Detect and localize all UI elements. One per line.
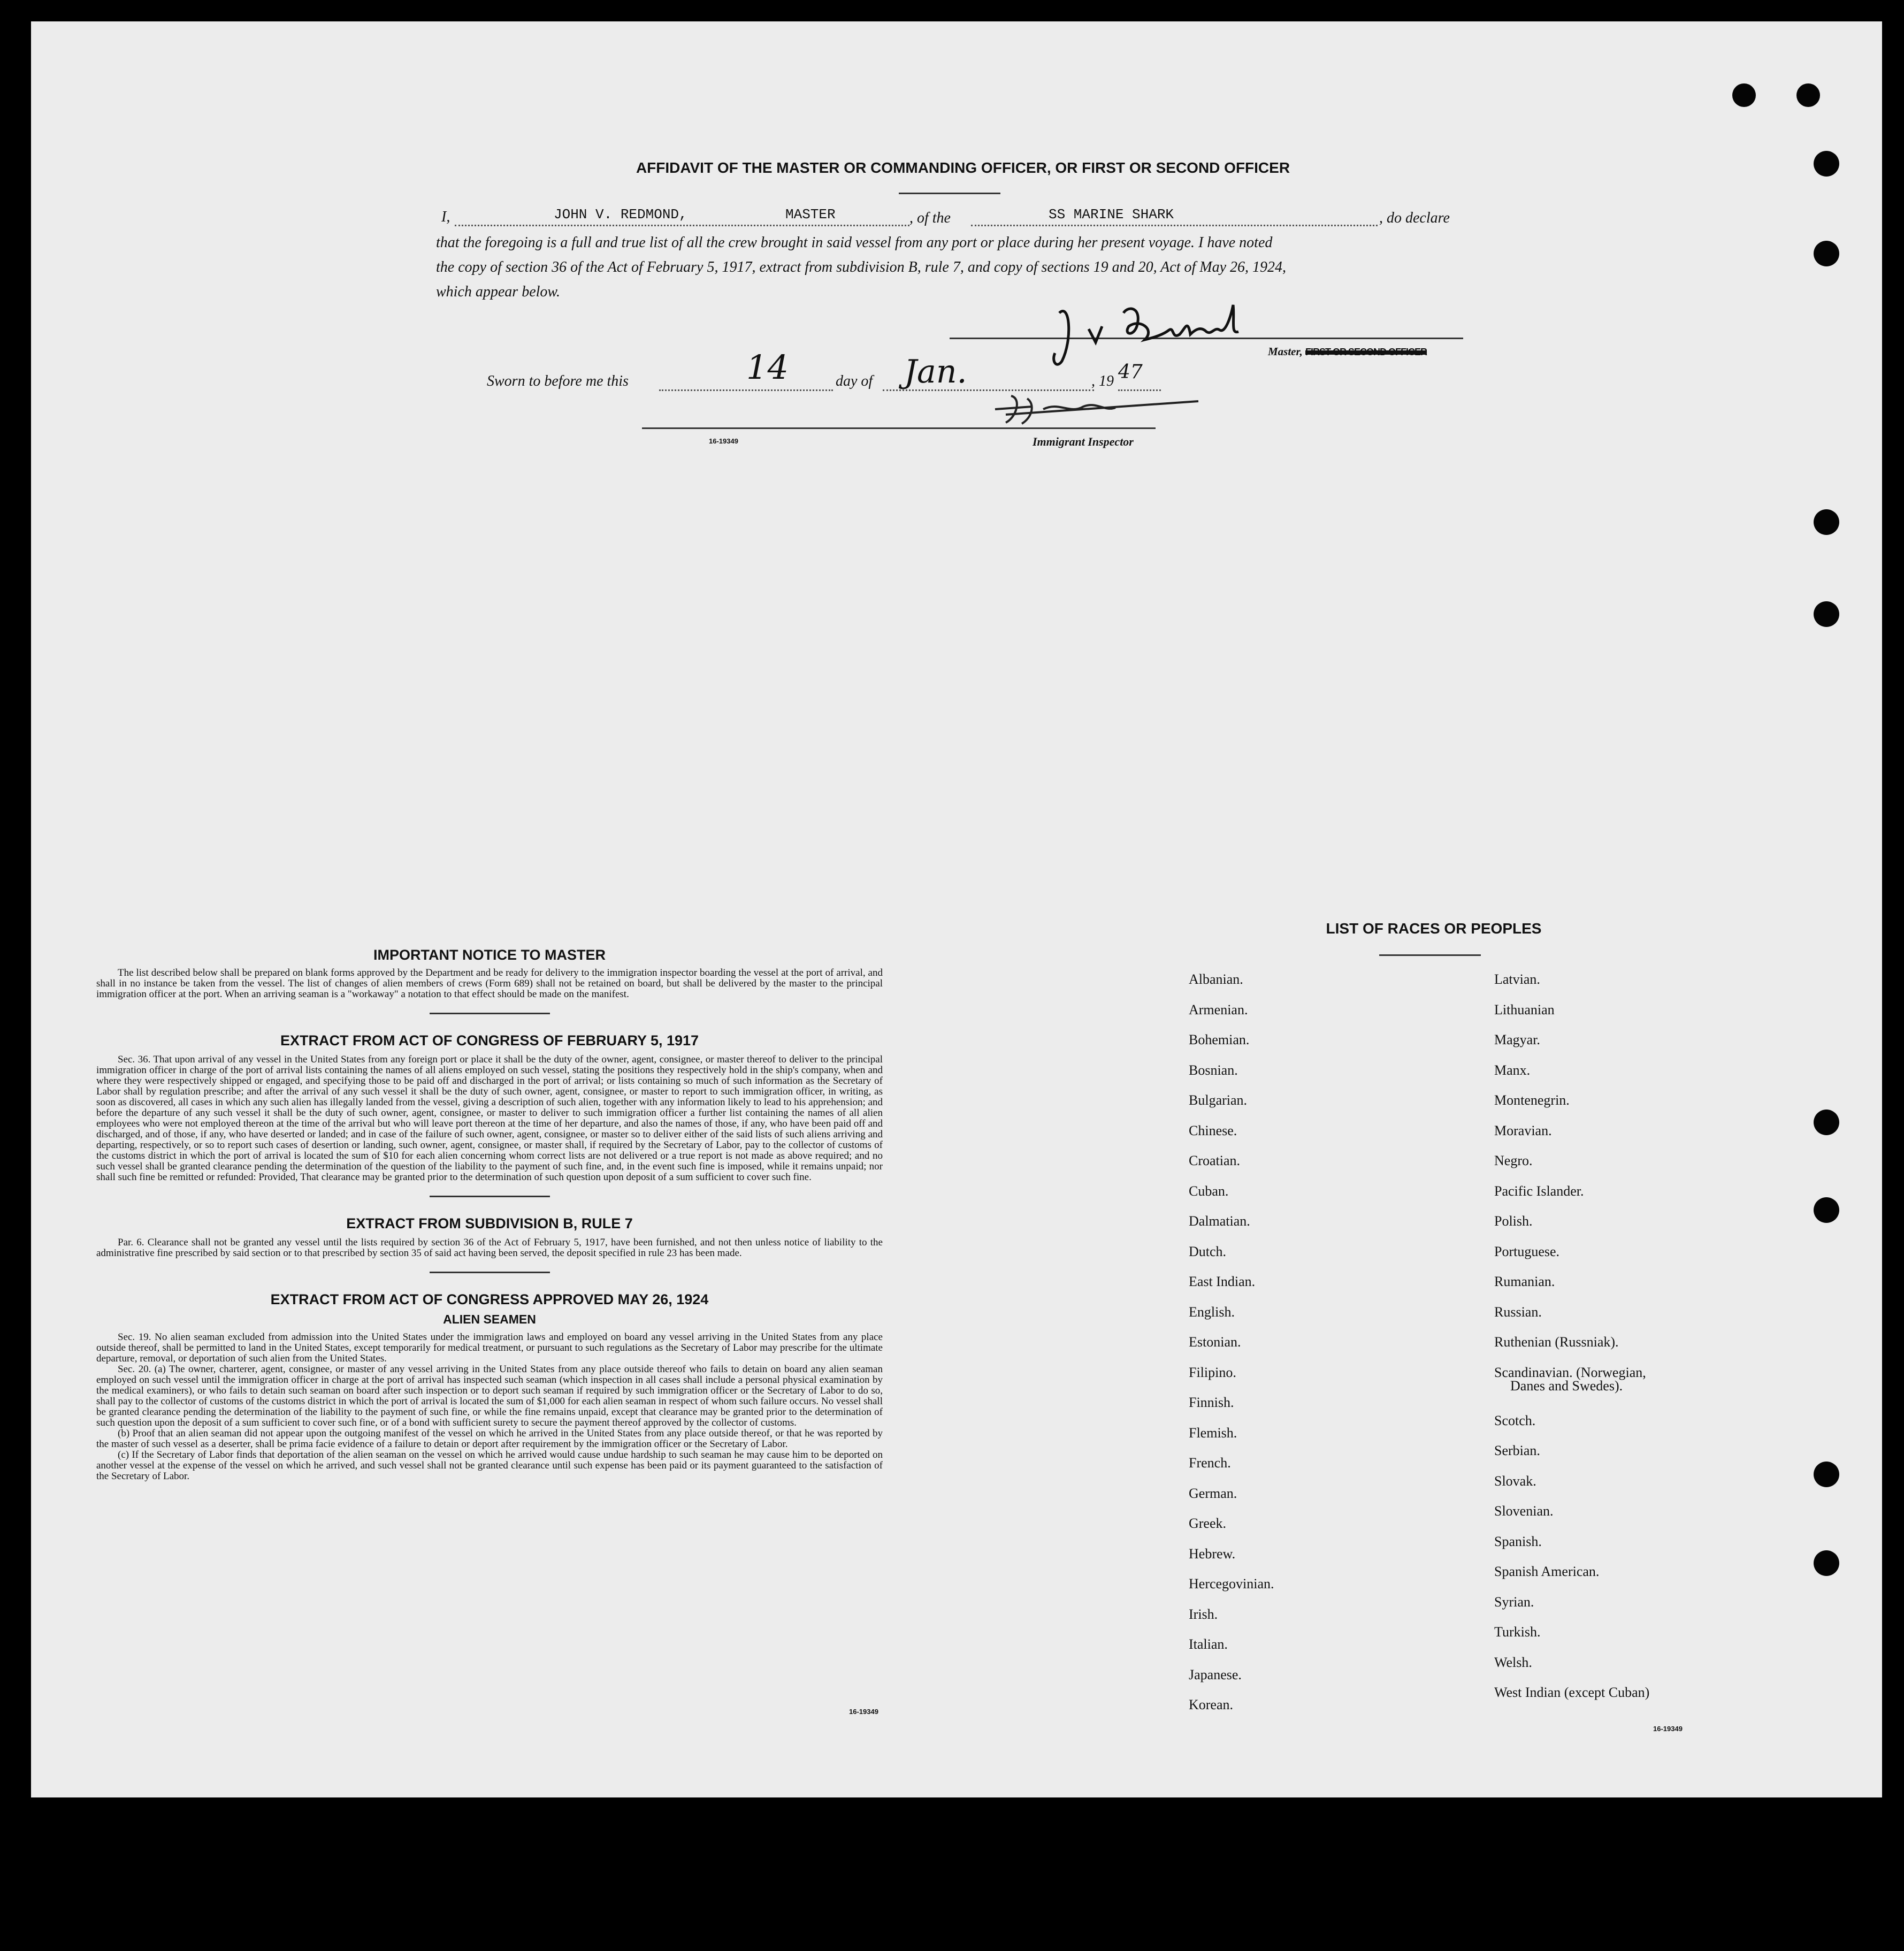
inspector-signature-line (642, 427, 1156, 429)
punch-hole (1732, 83, 1756, 107)
race-item: Syrian. (1494, 1594, 1534, 1610)
race-item: Danes and Swedes). (1510, 1378, 1623, 1394)
race-item: Irish. (1189, 1606, 1218, 1622)
document-page (31, 21, 1882, 1797)
punch-hole (1814, 509, 1839, 535)
race-item: Russian. (1494, 1304, 1542, 1320)
punch-hole (1796, 83, 1820, 107)
sec-20a-paragraph: Sec. 20. (a) The owner, charterer, agent, consignee, or master of any vessel arriving in the United States from any place outside thereof who fails to detain on board any alien seaman employed on such vessel until the immigration officer in charge at the port of arrival has inspected such seaman (which inspection in all cases shall include a personal physical examination by the medical examiners), or who fails to detain such seaman on board after such inspection or to deport such seaman if required by such immigration officer or the Secretary of Labor to do so, shall pay to the collector of customs of the customs district in which the port of arrival is located the sum of $1,000 for each alien seaman in respect of whom such failure occurs. No vessel shall be granted clearance pending the determination of the liability to the payment of such fine, or while the fine remains unpaid, except that clearance may be granted prior to the determination of such question upon the deposit of a sum sufficient to cover such fine, or of a bond with sufficient surety to secure the payment thereof approved by the collector of customs. (96, 1364, 883, 1428)
race-item: Flemish. (1189, 1425, 1237, 1441)
race-item: Magyar. (1494, 1032, 1540, 1047)
inspector-caption: Immigrant Inspector (1033, 435, 1134, 448)
extract-1924-body (96, 1332, 883, 1482)
race-item: Bulgarian. (1189, 1092, 1248, 1108)
master-caption (1268, 345, 1427, 358)
race-item: Scotch. (1494, 1412, 1536, 1428)
race-item: Spanish American. (1494, 1564, 1600, 1580)
race-item: Japanese. (1189, 1666, 1242, 1682)
master-rank: MASTER (785, 206, 836, 223)
race-item: East Indian. (1189, 1274, 1256, 1289)
divider (430, 1272, 550, 1273)
race-item: Cuban. (1189, 1183, 1229, 1199)
form-number: 16-19349 (709, 437, 738, 445)
form-number: 16-19349 (1653, 1725, 1683, 1733)
day-line (659, 389, 833, 391)
affidavit-line-3: the copy of section 36 of the Act of February 5, 1917, extract from subdivision B, rule 7, and copy of sections 19 and 20, Act of May 26, 1924, (436, 259, 1287, 276)
race-item: Ruthenian (Russniak). (1494, 1334, 1619, 1350)
race-item: West Indian (except Cuban) (1494, 1685, 1650, 1701)
name-line (455, 225, 909, 226)
divider (430, 1196, 550, 1197)
sworn-year: 47 (1118, 361, 1143, 383)
race-item: Albanian. (1189, 971, 1243, 987)
race-item: Montenegrin. (1494, 1092, 1570, 1108)
sworn-month: Jan. (904, 353, 967, 391)
races-title: LIST OF RACES OR PEOPLES (1326, 920, 1542, 937)
sec-36-paragraph: Sec. 36. That upon arrival of any vessel in the United States from any foreign port or place it shall be the duty of the owner, agent, consignee, or master thereof to deliver to the principal immigration officer in charge of the port of arrival lists containing the names of all aliens employed on such vessel, stating the positions they respectively hold in the ship's company, when and where they were respectively shipped or engaged, and specifying those to be paid off and discharged in the port of arrival; or lists containing so much of such information as the Secretary of Labor shall by regulation prescribe; and after the arrival of any such vessel it shall be the duty of such owner, agent, consignee, or master to report to such immigration officer, in writing, as soon as discovered, all cases in which any such alien has illegally landed from the vessel, giving a description of such alien, together with any information likely to lead to his apprehension; and before the departure of any such vessel it shall be the duty of such owner, agent, consignee, or master to deliver to such immigration officer a further list containing the names of all alien employees who were not employed thereon at the time of the arrival but who will leave port thereon at the time of her departure, and also the names of those, if any, who have been paid off and discharged, and of those, if any, who have deserted or landed; and in case of the failure of such owner, agent, consignee, or master so to deliver either of the said lists of such aliens arriving and departing, respectively, or so to report such cases of desertion or landing, such owner, agent, consignee, or master shall, if required by the Secretary of Labor, pay to the collector of customs of the customs district in which the port of arrival is located the sum of $10 for each alien concerning whom correct lists are not delivered or a true report is not made as above required; and no such vessel shall be granted clearance pending the determination of the question of the liability to the payment of such fine, and, in the event such fine is imposed, while it remains unpaid; nor shall such fine be remitted or refunded: Provided, That clearance may be granted prior to the determination of such question upon deposit of a sum sufficient to cover such fine. (96, 1054, 883, 1183)
affidavit-line-2: that the foregoing is a full and true list of all the crew brought in said vessel from any port or place during her present voyage. I have noted (436, 234, 1273, 251)
race-item: Armenian. (1189, 1001, 1248, 1017)
race-item: French. (1189, 1455, 1231, 1471)
race-item: Filipino. (1189, 1364, 1236, 1380)
affidavit-line-4: which appear below. (436, 284, 561, 300)
extract-1917-title: EXTRACT FROM ACT OF CONGRESS OF FEBRUARY 5, 1917 (280, 1032, 699, 1049)
race-item: Negro. (1494, 1153, 1533, 1168)
master-caption-struck: FIRST OR SECOND OFFICER (1305, 347, 1427, 357)
inspector-signature (990, 385, 1198, 428)
of-the-label: , of the (909, 210, 951, 226)
sec-20c-paragraph: (c) If the Secretary of Labor finds that deportation of the alien seaman on the vessel on which he arrived would cause undue hardship to such seaman he may cause him to be deported on another vessel at the expense of the vessel on which he arrived, and such vessel shall not be granted clearance until such expense has been paid or its payment guaranteed to the satisfaction of the Secretary of Labor. (96, 1449, 883, 1482)
race-item: Chinese. (1189, 1122, 1237, 1138)
affidavit-title: AFFIDAVIT OF THE MASTER OR COMMANDING OFFICER, OR FIRST OR SECOND OFFICER (636, 159, 1290, 176)
race-item: Greek. (1189, 1516, 1227, 1531)
sec-19-paragraph: Sec. 19. No alien seaman excluded from admission into the United States under the immigration laws and employed on board any vessel arriving in the United States from any place outside thereof, shall be permitted to land in the United States, except temporarily for medical treatment, or pursuant to such regulations as the Secretary of Labor may prescribe for the ultimate departure, removal, or deportation of such alien from the United States. (96, 1332, 883, 1364)
sworn-label: Sworn to before me this (487, 373, 629, 389)
master-signature (1049, 297, 1273, 372)
legal-column (96, 947, 883, 1482)
divider (1379, 954, 1481, 956)
race-item: Hebrew. (1189, 1546, 1236, 1562)
extract-1924-subtitle: ALIEN SEAMEN (443, 1312, 536, 1326)
race-item: Bosnian. (1189, 1062, 1238, 1078)
punch-hole (1814, 601, 1839, 627)
notice-body (96, 968, 883, 1000)
do-declare-label: , do declare (1379, 210, 1450, 226)
race-item: Latvian. (1494, 971, 1540, 987)
punch-hole (1814, 1197, 1839, 1223)
race-item: Korean. (1189, 1697, 1234, 1712)
race-item: Turkish. (1494, 1624, 1541, 1640)
divider (899, 193, 1000, 194)
extract-1917-body (96, 1054, 883, 1183)
divider (430, 1013, 550, 1014)
race-item: Hercegovinian. (1189, 1576, 1274, 1592)
race-item: Moravian. (1494, 1122, 1552, 1138)
form-number: 16-19349 (849, 1708, 878, 1716)
rule-7-body (96, 1237, 883, 1259)
punch-hole (1814, 1550, 1839, 1576)
race-item: Scandinavian. (Norwegian, (1494, 1364, 1646, 1380)
master-caption-label: Master, (1268, 345, 1303, 358)
notice-paragraph: The list described below shall be prepared on blank forms approved by the Department and be ready for delivery to the immigration inspector boarding the vessel at the port of arrival, and shall in no instance be taken from the vessel. The list of changes of alien members of crews (Form 689) shall not be retained on board, but shall be delivered by the master to the principal immigration officer at the port. When an arriving seaman is a "workaway" a notation to that effect should be made on the manifest. (96, 967, 883, 1000)
punch-hole (1814, 1110, 1839, 1135)
race-item: Polish. (1494, 1213, 1533, 1229)
sec-20b-paragraph: (b) Proof that an alien seaman did not appear upon the outgoing manifest of the vessel on which he arrived in the United States from any place outside thereof, or that he was reported by the master of such vessel as a deserter, shall be prima facie evidence of a failure to detain or deport after requirement by the immigration officer or the Secretary of Labor. (96, 1428, 883, 1450)
race-item: Welsh. (1494, 1654, 1532, 1670)
race-item: Portuguese. (1494, 1243, 1560, 1259)
race-item: Serbian. (1494, 1443, 1540, 1459)
race-item: English. (1189, 1304, 1235, 1320)
race-item: Slovenian. (1494, 1503, 1554, 1519)
par-6-paragraph: Par. 6. Clearance shall not be granted any vessel until the lists required by section 36 of the Act of February 5, 1917, have been furnished, and not then unless notice of liability to the administrative fine prescribed by said section or to that prescribed by section 35 of said act having been served, the deposit specified in rule 23 has been made. (96, 1237, 883, 1259)
race-item: Rumanian. (1494, 1274, 1555, 1289)
vessel-line (971, 225, 1378, 226)
punch-hole (1814, 151, 1839, 177)
race-item: Manx. (1494, 1062, 1531, 1078)
race-item: Finnish. (1189, 1395, 1234, 1410)
extract-1924-title: EXTRACT FROM ACT OF CONGRESS APPROVED MAY 26, 1924 (270, 1291, 709, 1307)
race-item: Pacific Islander. (1494, 1183, 1584, 1199)
sworn-day: 14 (746, 348, 789, 387)
punch-hole (1814, 1462, 1839, 1487)
race-item: Slovak. (1494, 1473, 1536, 1489)
notice-title: IMPORTANT NOTICE TO MASTER (373, 947, 606, 963)
race-item: German. (1189, 1485, 1237, 1501)
race-item: Lithuanian (1494, 1001, 1555, 1017)
race-item: Dalmatian. (1189, 1213, 1250, 1229)
race-item: Italian. (1189, 1636, 1228, 1652)
day-of-label: day of (836, 373, 873, 389)
race-item: Bohemian. (1189, 1032, 1250, 1047)
race-item: Estonian. (1189, 1334, 1241, 1350)
rule-7-title: EXTRACT FROM SUBDIVISION B, RULE 7 (346, 1215, 633, 1231)
race-item: Spanish. (1494, 1533, 1542, 1549)
punch-hole (1814, 241, 1839, 266)
year-prefix: , 19 (1091, 373, 1114, 389)
race-item: Croatian. (1189, 1153, 1241, 1168)
race-item: Dutch. (1189, 1243, 1227, 1259)
i-label: I, (441, 209, 450, 225)
master-name: JOHN V. REDMOND, (554, 206, 687, 223)
vessel-name: SS MARINE SHARK (1049, 206, 1174, 223)
